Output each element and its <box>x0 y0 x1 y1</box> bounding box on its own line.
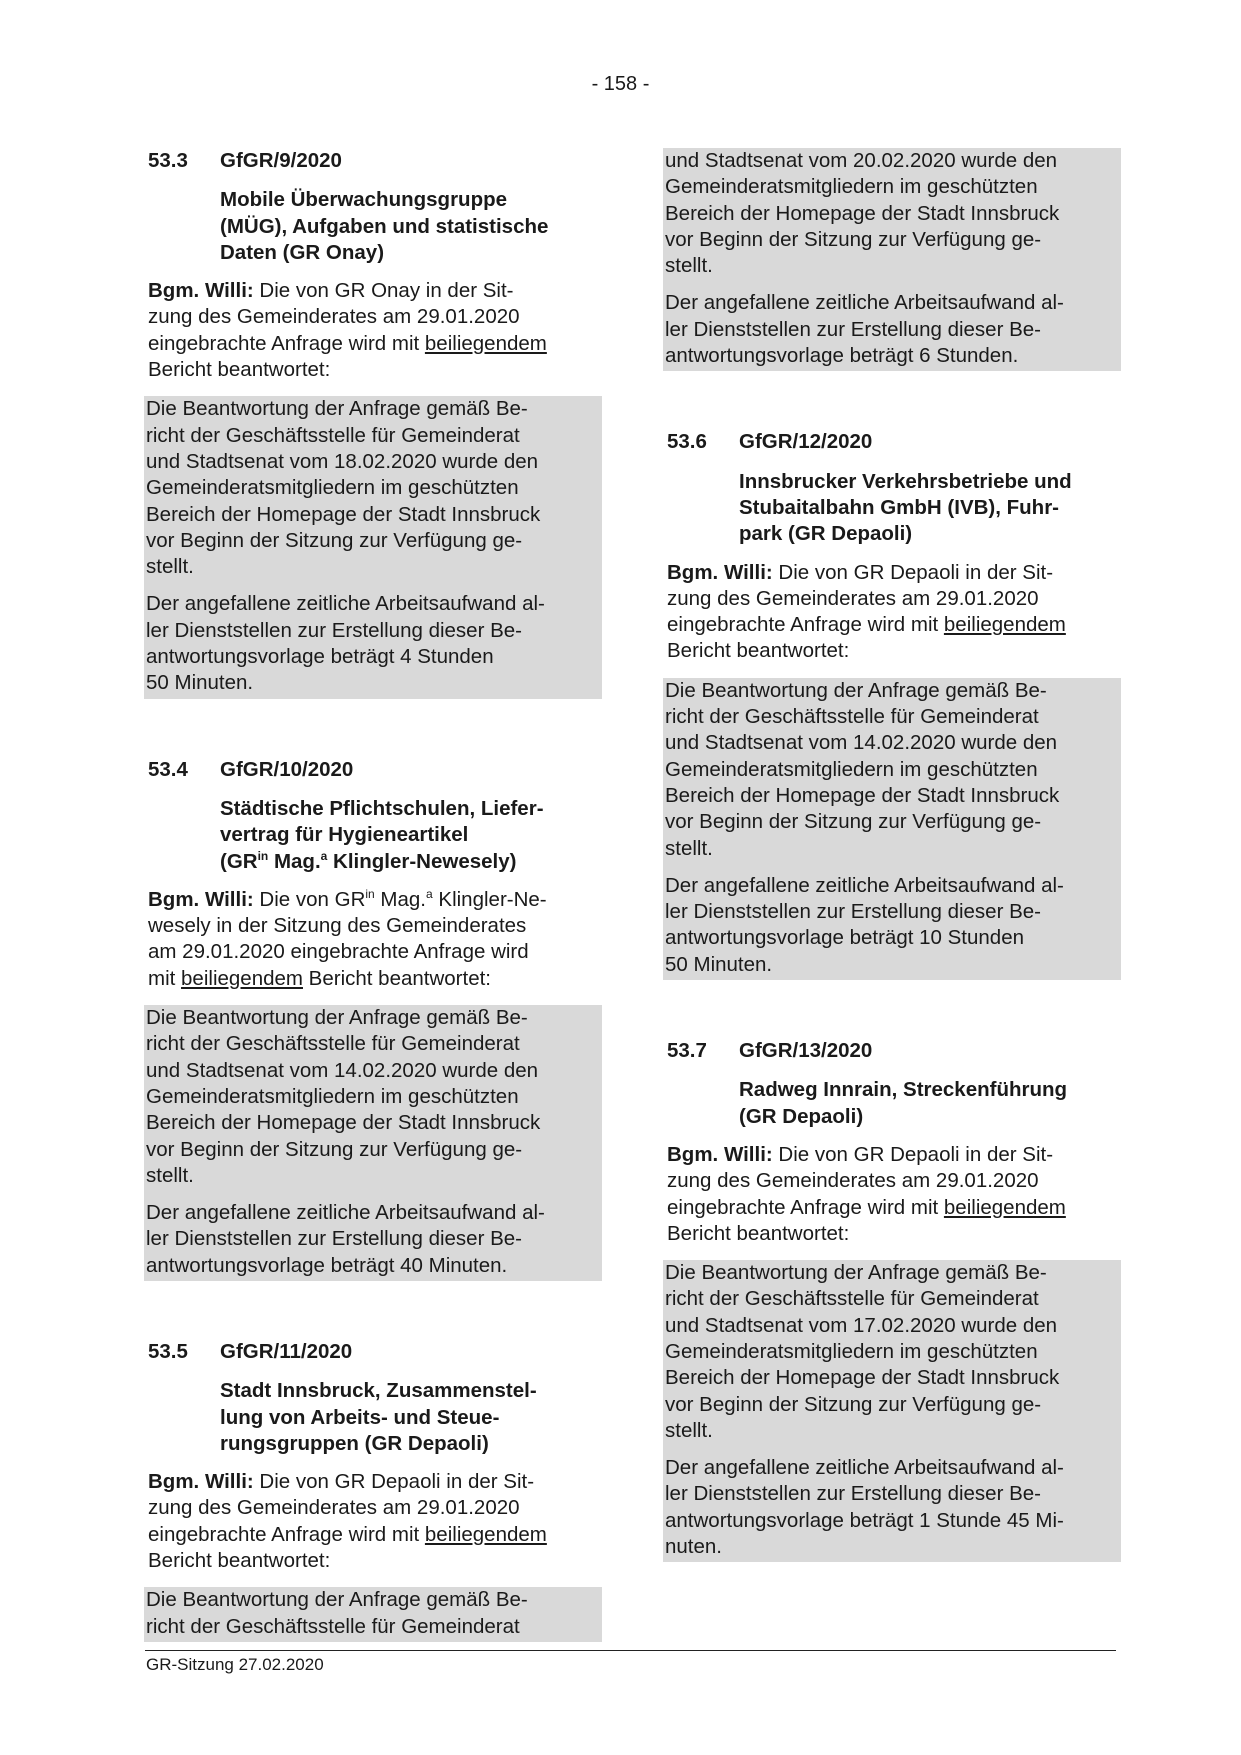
title-line: (MÜG), Aufgaben und statistische <box>220 214 549 238</box>
item-heading <box>665 429 1125 455</box>
title-line: Stadt Innsbruck, Zusammenstel- <box>220 1379 537 1403</box>
item-number: 53.7 <box>667 1039 707 1063</box>
item-code: GfGR/11/2020 <box>220 1339 353 1363</box>
title-line: (GR Depaoli) <box>739 1104 864 1128</box>
title-line: Innsbrucker Verkehrsbetriebe und <box>739 469 1072 493</box>
effort-paragraph: Der angefallene zeitliche Arbeitsaufwand al- ler Dienststellen zur Erstellung dieser Be- antwortungsvorlage beträgt 4 Stunden 50 Minuten. <box>146 592 545 695</box>
title-line: park (GR Depaoli) <box>739 522 913 546</box>
effort-paragraph: Der angefallene zeitliche Arbeitsaufwand al- ler Dienststellen zur Erstellung dieser Be- antwortungsvorlage beträgt 1 Stunde 45 Mi- nuten. <box>665 1456 1064 1559</box>
item-code: GfGR/9/2020 <box>220 149 342 172</box>
answer-paragraph: Die Beantwortung der Anfrage gemäß Be- richt der Geschäftsstelle für Gemeinderat und Stadtsenat vom 17.02.2020 wurde den Gemeinderatsmitgliedern im geschützten Bereich der Homepage der Stadt Innsbruck vor Beginn der Sitzung zur Verfügung ge- stellt. <box>665 1261 1060 1442</box>
underlined-word: beiliegendem <box>181 966 303 990</box>
speaker-name: Bgm. Willi: <box>667 560 773 584</box>
item-heading <box>146 148 606 174</box>
item-53-6 <box>665 429 1125 980</box>
item-title <box>739 469 1125 548</box>
item-number: 53.6 <box>667 430 707 454</box>
mayor-statement: Bgm. Willi: Die von $GR^{in}$ Mag.$^a$ Klingler-Ne- wesely in der Sitzung des Gemeinderates am 29.01.2020 eingebrachte Anfrage wird mit beiliegendem Bericht beantwortet: <box>148 887 547 990</box>
underlined-word: beiliegendem <box>943 613 1066 637</box>
item-code: GfGR/13/2020 <box>739 1039 873 1063</box>
right-column <box>665 148 1125 1562</box>
item-53-7 <box>665 1038 1125 1562</box>
item-53-3 <box>146 148 606 699</box>
underlined-word: beiliegendem <box>424 1522 547 1546</box>
item-53-5-continued <box>665 148 1125 371</box>
title-line: lung von Arbeits- und Steue- <box>220 1405 500 1429</box>
underlined-word: beiliegendem <box>943 1195 1066 1219</box>
answer-box <box>144 1005 602 1281</box>
footer-divider <box>145 1650 1116 1651</box>
item-53-5 <box>146 1339 606 1642</box>
item-heading <box>146 757 606 783</box>
item-number: 53.3 <box>148 149 188 172</box>
item-number: 53.4 <box>148 757 188 781</box>
footer-session-date: GR-Sitzung 27.02.2020 <box>146 1655 324 1674</box>
item-heading <box>146 1339 606 1365</box>
item-code: GfGR/12/2020 <box>739 430 873 454</box>
title-line: Stubaitalbahn GmbH (IVB), Fuhr- <box>739 495 1060 519</box>
effort-paragraph: Der angefallene zeitliche Arbeitsaufwand al- ler Dienststellen zur Erstellung dieser Be- antwortungsvorlage beträgt 40 Minuten. <box>146 1201 545 1277</box>
item-number: 53.5 <box>148 1339 188 1363</box>
page-number: - 158 - <box>591 73 650 95</box>
item-title <box>739 1077 1125 1130</box>
item-title <box>220 187 606 266</box>
title-line: vertrag für Hygieneartikel <box>220 823 469 847</box>
mayor-statement: Bgm. Willi: Die von GR Onay in der Sit- zung des Gemeinderates am 29.01.2020 eingebrachte Anfrage wird mit beiliegendem Bericht beantwortet: <box>148 279 547 382</box>
answer-paragraph: Die Beantwortung der Anfrage gemäß Be- richt der Geschäftsstelle für Gemeinderat <box>146 1588 528 1638</box>
speaker-name: Bgm. Willi: <box>148 887 254 911</box>
title-line: Radweg Innrain, Streckenführung <box>739 1078 1068 1102</box>
answer-paragraph: Die Beantwortung der Anfrage gemäß Be- richt der Geschäftsstelle für Gemeinderat und Stadtsenat vom 18.02.2020 wurde den Gemeinderatsmitgliedern im geschützten Bereich der Homepage der Stadt Innsbruck vor Beginn der Sitzung zur Verfügung ge- stellt. <box>146 397 541 579</box>
speaker-name: Bgm. Willi: <box>148 1470 254 1494</box>
title-line: rungsgruppen (GR Depaoli) <box>220 1431 489 1455</box>
mayor-statement: Bgm. Willi: Die von GR Depaoli in der Sit- zung des Gemeinderates am 29.01.2020 eingebrachte Anfrage wird mit beiliegendem Bericht beantwortet: <box>667 1142 1066 1245</box>
effort-paragraph: Der angefallene zeitliche Arbeitsaufwand al- ler Dienststellen zur Erstellung dieser Be- antwortungsvorlage beträgt 10 Stunden 50 Minuten. <box>665 873 1064 976</box>
title-line: Städtische Pflichtschulen, Liefer- <box>220 796 544 820</box>
answer-paragraph: Die Beantwortung der Anfrage gemäß Be- richt der Geschäftsstelle für Gemeinderat und Stadtsenat vom 14.02.2020 wurde den Gemeinderatsmitgliedern im geschützten Bereich der Homepage der Stadt Innsbruck vor Beginn der Sitzung zur Verfügung ge- stellt. <box>665 678 1060 860</box>
underlined-word: beiliegendem <box>424 331 547 355</box>
answer-paragraph: Die Beantwortung der Anfrage gemäß Be- richt der Geschäftsstelle für Gemeinderat und Stadtsenat vom 14.02.2020 wurde den Gemeinderatsmitgliedern im geschützten Bereich der Homepage der Stadt Innsbruck vor Beginn der Sitzung zur Verfügung ge- stellt. <box>146 1006 541 1187</box>
mayor-statement: Bgm. Willi: Die von GR Depaoli in der Sit- zung des Gemeinderates am 29.01.2020 eingebrachte Anfrage wird mit beiliegendem Bericht beantwortet: <box>148 1470 547 1573</box>
item-code: GfGR/10/2020 <box>220 757 354 781</box>
speaker-name: Bgm. Willi: <box>148 279 254 303</box>
answer-box <box>144 396 602 698</box>
item-title <box>220 796 606 875</box>
answer-paragraph: und Stadtsenat vom 20.02.2020 wurde den Gemeinderatsmitgliedern im geschützten Bereich der Homepage der Stadt Innsbruck vor Beginn der Sitzung zur Verfügung ge- stellt. <box>665 149 1060 278</box>
title-line: Daten (GR Onay) <box>220 240 385 264</box>
title-line: ($GR^{in}$ Mag.$^a$ Klingler-Newesely) <box>220 848 517 873</box>
title-line: Mobile Überwachungsgruppe <box>220 188 508 212</box>
left-column <box>146 148 606 1642</box>
answer-box <box>144 1587 602 1642</box>
answer-box <box>663 1260 1121 1562</box>
item-title <box>220 1378 606 1457</box>
item-53-4 <box>146 757 606 1281</box>
answer-box <box>663 148 1121 371</box>
effort-paragraph: Der angefallene zeitliche Arbeitsaufwand al- ler Dienststellen zur Erstellung dieser Be- antwortungsvorlage beträgt 6 Stunden. <box>665 291 1064 368</box>
speaker-name: Bgm. Willi: <box>667 1142 773 1166</box>
answer-box <box>663 678 1121 980</box>
mayor-statement: Bgm. Willi: Die von GR Depaoli in der Sit- zung des Gemeinderates am 29.01.2020 eingebrachte Anfrage wird mit beiliegendem Bericht beantwortet: <box>667 560 1066 663</box>
item-heading <box>665 1038 1125 1064</box>
